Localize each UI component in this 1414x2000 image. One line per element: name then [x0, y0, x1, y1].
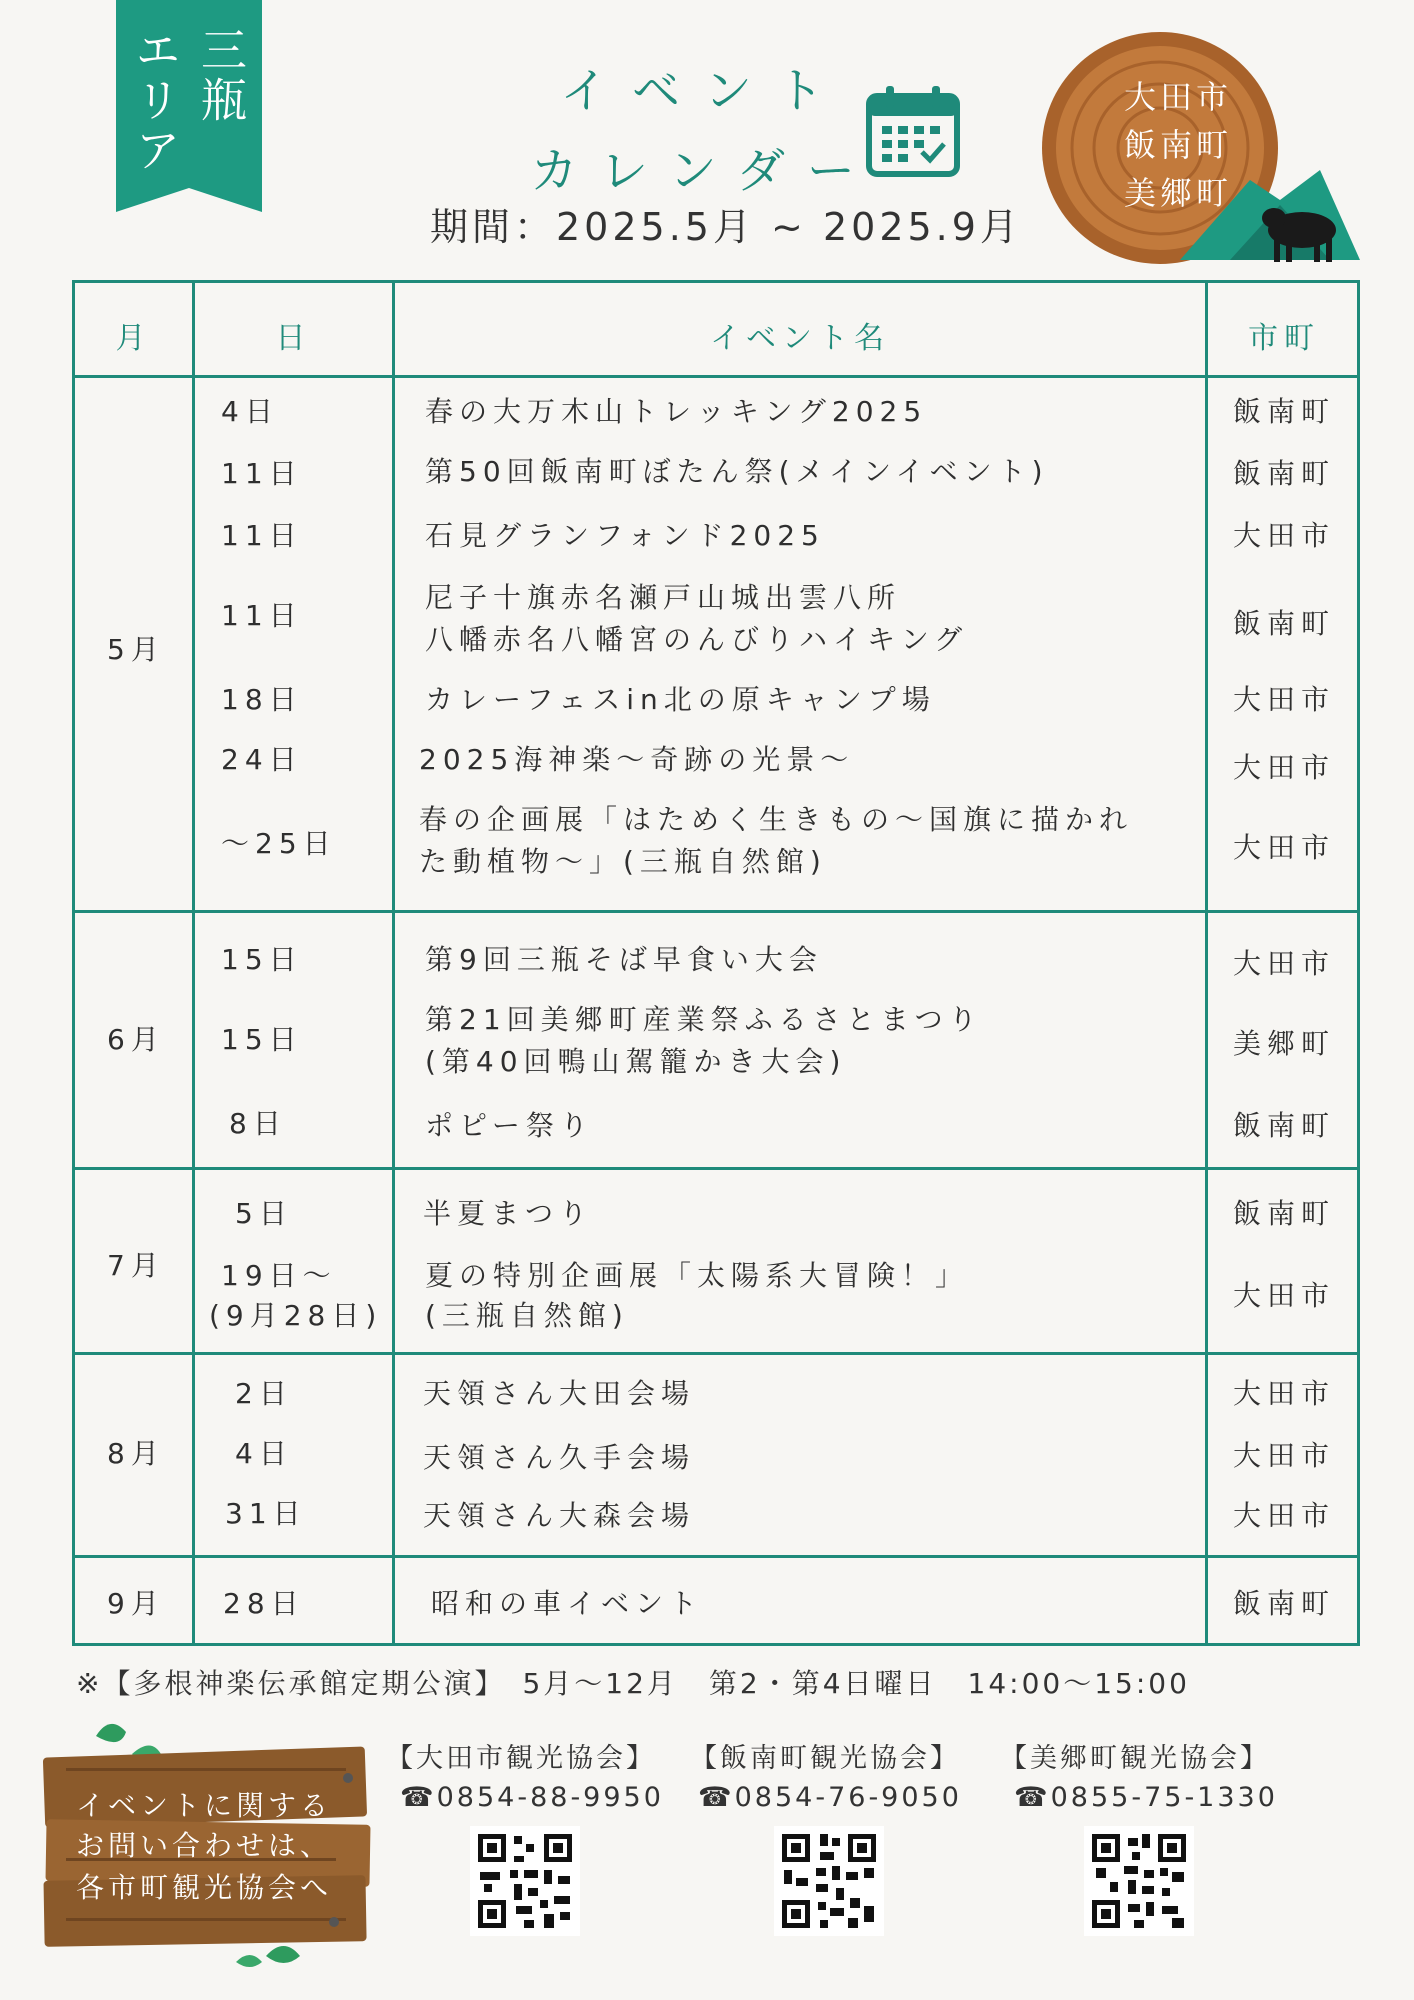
- event-name: 尼子十旗赤名瀬戸山城出雲八所: [425, 581, 902, 614]
- event-name: 天領さん大森会場: [423, 1499, 696, 1532]
- qr-code-icon[interactable]: [470, 1826, 580, 1936]
- event-name: (第40回鴨山駕籠かき大会): [425, 1045, 847, 1078]
- city-cell: 大田市: [1233, 751, 1336, 784]
- event-name: 第50回飯南町ぼたん祭(メインイベント): [425, 455, 1049, 488]
- event-name: 半夏まつり: [423, 1197, 594, 1230]
- city-cell: 飯南町: [1233, 1587, 1336, 1620]
- event-name: 第21回美郷町産業祭ふるさとまつり: [425, 1003, 983, 1036]
- city-cell: 飯南町: [1233, 1197, 1336, 1230]
- day-cell-end: (9月28日): [209, 1299, 383, 1332]
- area-name: 三瓶: [194, 26, 248, 126]
- day-cell: 31日: [225, 1497, 307, 1530]
- day-cell: 11日: [221, 599, 303, 632]
- title-line-1: イベント: [560, 63, 849, 119]
- event-name: 天領さん大田会場: [423, 1377, 696, 1410]
- city-cell: 大田市: [1233, 831, 1336, 864]
- day-cell: 4日: [221, 395, 279, 428]
- city-cell: 大田市: [1233, 947, 1336, 980]
- qr-code-icon[interactable]: [774, 1826, 884, 1936]
- event-name: 第9回三瓶そば早食い大会: [425, 943, 823, 976]
- month-cell: 7月: [107, 1249, 165, 1282]
- city-cell: 大田市: [1233, 519, 1336, 552]
- city-cell: 飯南町: [1233, 395, 1336, 428]
- badge-city-1: 大田市: [1123, 78, 1232, 116]
- association-name-misato: 【美郷町観光協会】: [1000, 1743, 1270, 1774]
- day-cell: 5日: [235, 1197, 293, 1230]
- day-cell: 28日: [223, 1587, 305, 1620]
- month-cell: 5月: [107, 633, 165, 666]
- event-name: 昭和の車イベント: [431, 1587, 704, 1620]
- day-cell: 19日～: [221, 1259, 337, 1292]
- calendar-icon: [866, 86, 960, 178]
- area-label: エリア: [128, 26, 182, 176]
- day-cell: 11日: [221, 457, 303, 490]
- sign-line-3: 各市町観光協会へ: [76, 1871, 333, 1904]
- event-name: 天領さん久手会場: [423, 1441, 696, 1474]
- association-phone-misato[interactable]: ☎0855-75-1330: [1014, 1782, 1278, 1813]
- city-cell: 飯南町: [1233, 457, 1336, 490]
- city-cell: 大田市: [1233, 1439, 1336, 1472]
- city-cell: 大田市: [1233, 1279, 1336, 1312]
- event-name: 夏の特別企画展「太陽系大冒険！」: [425, 1259, 970, 1292]
- event-name: (三瓶自然館): [425, 1299, 629, 1332]
- event-name: 春の大万木山トレッキング2025: [425, 395, 928, 428]
- month-cell: 6月: [107, 1023, 165, 1056]
- association-phone-iinan[interactable]: ☎0854-76-9050: [698, 1782, 962, 1813]
- association-phone-oda[interactable]: ☎0854-88-9950: [400, 1782, 664, 1813]
- sign-line-2: お問い合わせは、: [76, 1829, 333, 1862]
- event-name: 2025海神楽～奇跡の光景～: [419, 743, 855, 776]
- association-name-oda: 【大田市観光協会】: [386, 1743, 656, 1774]
- badge-city-3: 美郷町: [1123, 174, 1232, 212]
- day-cell: 8日: [229, 1107, 287, 1140]
- header-city: 市町: [1248, 321, 1320, 356]
- month-cell: 8月: [107, 1437, 165, 1470]
- day-cell: 11日: [221, 519, 303, 552]
- day-cell: 15日: [221, 943, 303, 976]
- event-name: 八幡赤名八幡宮のんびりハイキング: [425, 623, 969, 656]
- header-day: 日: [275, 321, 312, 356]
- day-cell: 2日: [235, 1377, 293, 1410]
- event-name: 石見グランフォンド2025: [425, 519, 825, 552]
- city-cell: 大田市: [1233, 1377, 1336, 1410]
- title-line-2: カレンダー: [530, 143, 877, 199]
- qr-code-icon[interactable]: [1084, 1826, 1194, 1936]
- city-cell: 美郷町: [1233, 1027, 1336, 1060]
- event-table: [72, 280, 1360, 1646]
- event-name: カレーフェスin北の原キャンプ場: [425, 683, 936, 716]
- day-cell: 4日: [235, 1437, 293, 1470]
- event-name: ポピー祭り: [425, 1109, 594, 1142]
- city-cell: 大田市: [1233, 1499, 1336, 1532]
- day-cell: 24日: [221, 743, 303, 776]
- period-label: 期間：2025.5月 ~ 2025.9月: [430, 205, 1022, 249]
- city-cell: 飯南町: [1233, 607, 1336, 640]
- badge-city-2: 飯南町: [1123, 126, 1232, 164]
- event-name: た動植物～」(三瓶自然館): [419, 845, 827, 878]
- event-name: 春の企画展「はためく生きもの～国旗に描かれ: [419, 803, 1134, 836]
- city-cell: 大田市: [1233, 683, 1336, 716]
- day-cell: ～25日: [221, 827, 337, 860]
- header-event-name: イベント名: [710, 321, 890, 356]
- month-cell: 9月: [107, 1587, 165, 1620]
- day-cell: 18日: [221, 683, 303, 716]
- association-name-iinan: 【飯南町観光協会】: [690, 1743, 960, 1774]
- city-cell: 飯南町: [1233, 1109, 1336, 1142]
- header-month: 月: [115, 321, 152, 356]
- sign-line-1: イベントに関する: [76, 1789, 333, 1822]
- day-cell: 15日: [221, 1023, 303, 1056]
- kagura-note: ※【多根神楽伝承館定期公演】 5月～12月 第2・第4日曜日 14:00～15:00: [76, 1667, 1190, 1700]
